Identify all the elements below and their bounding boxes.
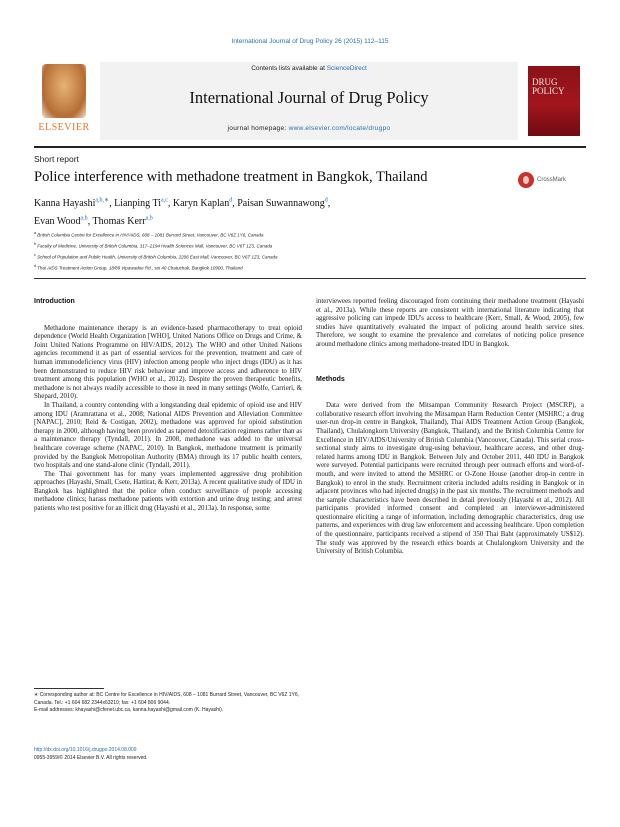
author: Kanna Hayashi$^{a,b,∗}$,	[34, 198, 115, 210]
contents-prefix: Contents lists available at	[251, 65, 327, 72]
homepage-prefix: journal homepage:	[227, 125, 289, 132]
homepage-line	[100, 125, 518, 132]
author-list	[34, 194, 554, 229]
right-column	[316, 298, 584, 557]
left-column	[34, 298, 302, 514]
masthead	[100, 62, 518, 140]
author-affiliation-marker: a,b,∗	[95, 198, 110, 204]
author: Paisan Suwannawong$^d$,	[237, 198, 331, 210]
author-affiliation-marker: d	[229, 198, 233, 204]
body-paragraph: In Thailand, a country contending with a longstanding dual epidemic of opioid use and HIV among IDU (Aramrattana et al., 2008; National AIDS Prevention and Alleviation Committee [NAPAC], 2010; Reid & Costigan, 2002), methadone was approved for opioid substitution therapy in 2000, although having been provided as tapered detoxification regimens rather than as a maintenance therapy (Tyndall, 2011). In 2008, methadone was added to the universal healthcare coverage scheme (NAPAC, 2010). In Bangkok, methadone treatment is primarily provided by the Bangkok Metropolitan Authority (BMA) through its 17 public health centers, two hospitals and one stand-alone clinic (Tyndall, 2011).	[34, 401, 302, 470]
author: Thomas Kerr$^{a,b}$	[92, 215, 153, 227]
affiliation-list	[34, 229, 586, 273]
sciencedirect-link[interactable]: ScienceDirect	[326, 65, 367, 72]
elsevier-tree-icon	[42, 64, 86, 118]
affiliation-divider	[34, 278, 586, 279]
section-heading-methods: Methods	[316, 375, 345, 383]
journal-citation[interactable]: International Journal of Drug Policy 26 (2015) 112–115	[231, 38, 389, 45]
body-paragraph: The Thai government has for many years implemented aggressive drug prohibition approaches (Hayashi, Small, Csete, Hattirat, & Kerr, 2013a). A recent qualitative study of IDU in Bangkok has highlighted that the police often conduct surveillance of people accessing methadone clinics; harass methadone patients with extortion and urine drug testing; and arrest patients who test positive for an illicit drug (Hayashi et al., 2013a). In response, some	[34, 470, 302, 513]
publisher-name: ELSEVIER	[38, 122, 90, 133]
section-heading-introduction: Introduction	[34, 298, 75, 305]
author-affiliation-marker: a,b	[80, 215, 88, 222]
elsevier-logo	[34, 64, 94, 136]
journal-cover-thumbnail	[528, 66, 580, 136]
crossmark-label: CrossMark	[537, 177, 567, 183]
body-paragraph: Methadone maintenance therapy is an evidence-based pharmacotherapy to treat opioid dependence (World Health Organization [WHO], United Nations Office on Drugs and Crime, & Joint United Nations Programme on HIV/AIDS, 2012). The WHO and other United Nations agencies recommend it as part of essential services for the prevention, treatment and care of human immunodeficiency virus (HIV) infection among people who inject drugs (IDU) as it has been demonstrated to reduce HIV risk behaviour and improve access and adherence to HIV treatment among this population (WHO et al., 2012). Despite the proven therapeutic benefits, methadone is not always readily accessible to those in need in many settings (Wolfe, Carrieri, & Shepard, 2010).	[34, 324, 302, 401]
footnotes	[34, 692, 302, 715]
corresponding-author-note: ∗ Corresponding author at: BC Centre for Excellence in HIV/AIDS, 608 – 1081 Burrard Street, Vancouver, BC V6Z 1Y6, Canada. Tel.: +1 604 682 2344x63210; fax: +1 604 806 9044.	[34, 692, 300, 706]
author-affiliation-marker: a,b	[145, 215, 153, 222]
cover-title: DRUG POLICY	[532, 77, 565, 96]
affiliation: $^a$ British Columbia Centre for Excellence in HIV/AIDS, 608 – 1081 Burrard Street, Vancouver, BC V6Z 1Y6, Canada	[34, 231, 264, 238]
article-type: Short report	[34, 154, 79, 164]
footnote-divider	[34, 688, 104, 689]
author-affiliation-marker: a,c	[161, 198, 168, 204]
publication-info	[34, 746, 302, 762]
contents-line	[100, 65, 518, 72]
email-note[interactable]: E-mail addresses: khayashi@cfenet.ubc.ca, kanna.hayashi@gmail.com (K. Hayashi).	[34, 707, 224, 714]
copyright-line: 0955-3959/© 2014 Elsevier B.V. All rights reserved.	[34, 755, 148, 761]
affiliation: $^c$ School of Population and Public Health, University of British Columbia, 2206 East Mall, Vancouver, BC V6T 1Z3, Canada	[34, 252, 278, 260]
article-title: Police interference with methadone treatment in Bangkok, Thailand	[34, 169, 428, 185]
affiliation: $^b$ Faculty of Medicine, University of British Columbia, 317–2194 Health Sciences Mall, Vancouver, BC V6T 1Z3, Canada	[34, 241, 273, 249]
body-paragraph: Data were derived from the Mitsampan Community Research Project (MSCRP), a collaborative research effort involving the Mitsampan Harm Reduction Center (MSHRC; a drug user-run drop-in centre in Bangkok, Thailand), Thai AIDS Treatment Action Group (Bangkok, Thailand), Chulalongkorn University (Bangkok, Thailand), and the British Columbia Centre for Excellence in HIV/AIDS/University of British Columbia (Vancouver, Canada). This serial cross-sectional study aims to investigate drug-using behaviour, healthcare access, and other drug-related harms among IDU in Bangkok. Between July and October 2011, 440 IDU in Bangkok were surveyed. Potential participants were recruited through peer outreach efforts and word-of-mouth, and were invited to attend the MSHRC or O-Zone House (another drop-in centre in Bangkok) to enrol in the study. Recruitment criteria included adults residing in Bangkok or in adjacent provinces who had injected drug(s) in the past six months. The recruitment methods and the sample characteristics have been described in detail previously (Hayashi et al., 2012). All participants provided informed consent and completed an interviewer-administered questionnaire eliciting a range of information, including demographic characteristics, drug use patterns, and experiences with drug law enforcement and accessing healthcare. Upon completion of the questionnaire, participants received a stipend of 350 Thai Baht (approximately US$12). The study was approved by the research ethics boards at Chulalongkorn University and the University of British Columbia.	[316, 402, 584, 556]
doi-link[interactable]: http://dx.doi.org/10.1016/j.drugpo.2014.08.009	[34, 747, 137, 753]
author: Lianping Ti$^{a,c}$,	[114, 198, 173, 210]
journal-name: International Journal of Drug Policy	[189, 88, 429, 107]
header-divider	[34, 146, 586, 148]
journal-header	[34, 62, 586, 142]
crossmark-badge[interactable]	[518, 172, 566, 188]
author-affiliation-marker: d	[324, 198, 328, 204]
crossmark-icon	[518, 172, 534, 188]
affiliation: $^d$ Thai AIDS Treatment Action Group, 18/89 Vipawadee Rd., soi 40 Chatuchak, Bangkok 10900, Thailand	[34, 263, 243, 271]
author: Karyn Kaplan$^d$,	[172, 198, 238, 210]
body-paragraph: interviewees reported feeling discouraged from continuing their methadone treatment (Hayashi et al., 2013a). While these reports are consistent with international literature indicating that aggressive policing can impede IDU's access to healthcare (Kerr, Small, & Wood, 2005), few studies have quantitatively evaluated the impact of policing around health service sites. Therefore, we sought to examine the prevalence and correlates of noticing police presence around methadone clinics among methadone-treated IDU in Bangkok.	[316, 298, 584, 348]
homepage-link[interactable]: www.elsevier.com/locate/drugpo	[288, 125, 391, 132]
author: Evan Wood$^{a,b}$,	[34, 215, 93, 227]
